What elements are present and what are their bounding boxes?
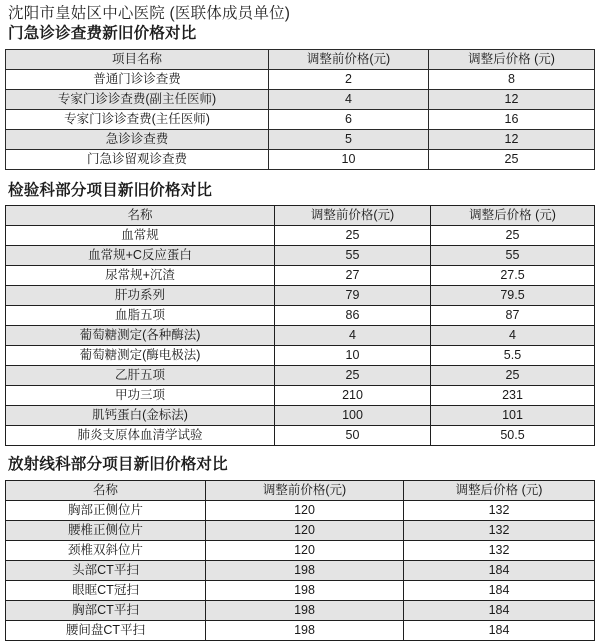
- col-header-price-after: 调整后价格 (元): [431, 206, 595, 226]
- cell-price-before: 10: [275, 346, 431, 366]
- table-row: [6, 306, 595, 326]
- section-title-radiology-fees: 放射线科部分项目新旧价格对比: [8, 456, 228, 474]
- table-radiology-fees: [5, 480, 595, 641]
- table-lab-fees: [5, 205, 595, 446]
- cell-price-before: 79: [275, 286, 431, 306]
- table-row: [6, 109, 595, 129]
- table-row: [6, 89, 595, 109]
- cell-price-after: 27.5: [431, 266, 595, 286]
- table-row: [6, 580, 595, 600]
- table-row: [6, 520, 595, 540]
- cell-price-after: 25: [431, 366, 595, 386]
- cell-item-name: 肌钙蛋白(金标法): [6, 406, 275, 426]
- section-title-outpatient-fees: 门急诊诊查费新旧价格对比: [8, 25, 197, 43]
- cell-price-before: 2: [269, 69, 429, 89]
- cell-item-name: 腰间盘CT平扫: [6, 620, 206, 640]
- col-header-price-before: 调整前价格(元): [206, 480, 404, 500]
- cell-price-after: 5.5: [431, 346, 595, 366]
- table-row: [6, 286, 595, 306]
- col-header-name: 名称: [6, 480, 206, 500]
- section-title-lab-fees: 检验科部分项目新旧价格对比: [8, 181, 213, 199]
- cell-item-name: 普通门诊诊查费: [6, 69, 269, 89]
- cell-price-after: 184: [404, 560, 595, 580]
- cell-price-before: 50: [275, 426, 431, 446]
- cell-item-name: 葡萄糖测定(酶电极法): [6, 346, 275, 366]
- cell-item-name: 头部CT平扫: [6, 560, 206, 580]
- cell-item-name: 尿常规+沉渣: [6, 266, 275, 286]
- cell-item-name: 血常规+C反应蛋白: [6, 246, 275, 266]
- cell-item-name: 肝功系列: [6, 286, 275, 306]
- table-head: [6, 206, 595, 226]
- table-row: [6, 266, 595, 286]
- cell-price-before: 55: [275, 246, 431, 266]
- table-wrapper-outpatient: [0, 49, 602, 170]
- cell-price-before: 198: [206, 600, 404, 620]
- cell-price-before: 25: [275, 366, 431, 386]
- table-row: [6, 620, 595, 640]
- cell-item-name: 腰椎正侧位片: [6, 520, 206, 540]
- cell-item-name: 乙肝五项: [6, 366, 275, 386]
- cell-item-name: 肺炎支原体血清学试验: [6, 426, 275, 446]
- cell-price-before: 120: [206, 520, 404, 540]
- cell-price-after: 16: [429, 109, 595, 129]
- table-header-row: [6, 480, 595, 500]
- table-body: [6, 500, 595, 640]
- cell-price-after: 55: [431, 246, 595, 266]
- cell-price-before: 5: [269, 129, 429, 149]
- cell-price-before: 120: [206, 540, 404, 560]
- cell-item-name: 颈椎双斜位片: [6, 540, 206, 560]
- table-header-row: [6, 206, 595, 226]
- cell-price-before: 100: [275, 406, 431, 426]
- table-row: [6, 69, 595, 89]
- cell-price-after: 25: [431, 226, 595, 246]
- col-header-name: 项目名称: [6, 49, 269, 69]
- table-head: [6, 49, 595, 69]
- table-row: [6, 560, 595, 580]
- table-row: [6, 129, 595, 149]
- cell-item-name: 甲功三项: [6, 386, 275, 406]
- col-header-price-before: 调整前价格(元): [275, 206, 431, 226]
- table-row: [6, 540, 595, 560]
- cell-price-before: 4: [275, 326, 431, 346]
- col-header-name: 名称: [6, 206, 275, 226]
- cell-price-before: 210: [275, 386, 431, 406]
- col-header-price-before: 调整前价格(元): [269, 49, 429, 69]
- cell-price-after: 132: [404, 520, 595, 540]
- cell-price-before: 4: [269, 89, 429, 109]
- table-row: [6, 386, 595, 406]
- table-row: [6, 226, 595, 246]
- table-header-row: [6, 49, 595, 69]
- cell-item-name: 胸部正侧位片: [6, 500, 206, 520]
- table-row: [6, 246, 595, 266]
- table-row: [6, 346, 595, 366]
- table-head: [6, 480, 595, 500]
- cell-price-before: 86: [275, 306, 431, 326]
- table-row: [6, 500, 595, 520]
- cell-price-after: 184: [404, 600, 595, 620]
- cell-item-name: 眼眶CT冠扫: [6, 580, 206, 600]
- cell-price-before: 120: [206, 500, 404, 520]
- table-wrapper-lab: [0, 205, 602, 446]
- cell-price-before: 27: [275, 266, 431, 286]
- table-body: [6, 226, 595, 446]
- cell-price-before: 10: [269, 149, 429, 169]
- cell-price-before: 198: [206, 560, 404, 580]
- cell-price-after: 184: [404, 620, 595, 640]
- cell-price-after: 132: [404, 500, 595, 520]
- cell-price-after: 79.5: [431, 286, 595, 306]
- table-row: [6, 366, 595, 386]
- table-row: [6, 406, 595, 426]
- cell-item-name: 胸部CT平扫: [6, 600, 206, 620]
- table-outpatient-fees: [5, 49, 595, 170]
- document-page: [0, 4, 602, 637]
- cell-price-after: 184: [404, 580, 595, 600]
- cell-item-name: 门急诊留观诊查费: [6, 149, 269, 169]
- table-row: [6, 426, 595, 446]
- table-row: [6, 326, 595, 346]
- cell-price-after: 231: [431, 386, 595, 406]
- cell-price-before: 6: [269, 109, 429, 129]
- cell-item-name: 葡萄糖测定(各种酶法): [6, 326, 275, 346]
- cell-item-name: 血脂五项: [6, 306, 275, 326]
- cell-item-name: 血常规: [6, 226, 275, 246]
- cell-item-name: 急诊诊查费: [6, 129, 269, 149]
- cell-price-after: 132: [404, 540, 595, 560]
- hospital-title: 沈阳市皇姑区中心医院 (医联体成员单位): [8, 5, 291, 22]
- cell-price-after: 8: [429, 69, 595, 89]
- cell-price-before: 198: [206, 580, 404, 600]
- col-header-price-after: 调整后价格 (元): [429, 49, 595, 69]
- cell-price-after: 25: [429, 149, 595, 169]
- cell-price-before: 198: [206, 620, 404, 640]
- cell-price-after: 50.5: [431, 426, 595, 446]
- cell-price-after: 12: [429, 89, 595, 109]
- cell-price-before: 25: [275, 226, 431, 246]
- col-header-price-after: 调整后价格 (元): [404, 480, 595, 500]
- cell-price-after: 87: [431, 306, 595, 326]
- cell-price-after: 4: [431, 326, 595, 346]
- table-body: [6, 69, 595, 169]
- table-row: [6, 149, 595, 169]
- cell-price-after: 12: [429, 129, 595, 149]
- table-row: [6, 600, 595, 620]
- cell-item-name: 专家门诊诊查费(副主任医师): [6, 89, 269, 109]
- table-wrapper-radiology: [0, 480, 602, 641]
- cell-price-after: 101: [431, 406, 595, 426]
- cell-item-name: 专家门诊诊查费(主任医师): [6, 109, 269, 129]
